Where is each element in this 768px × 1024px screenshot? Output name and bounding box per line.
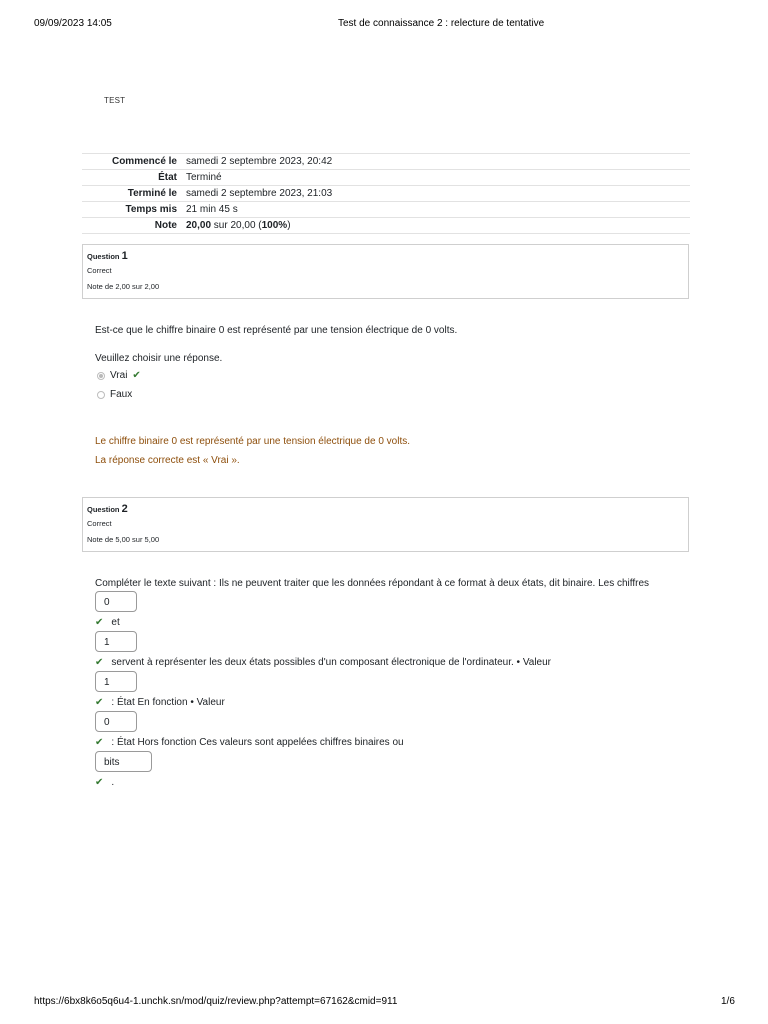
blank-5-continuation xyxy=(95,777,114,788)
grade-score: 20,00 xyxy=(186,220,212,231)
question-1-right-answer: La réponse correcte est « Vrai ». xyxy=(95,455,240,466)
blank-input-5[interactable]: bits xyxy=(95,751,152,772)
question-1-feedback: Le chiffre binaire 0 est représenté par une tension électrique de 0 volts. xyxy=(95,436,411,447)
print-datetime: 09/09/2023 14:05 xyxy=(34,18,112,29)
check-icon: ✔ xyxy=(95,737,104,748)
question-2-intro: Compléter le texte suivant : Ils ne peuvent traiter que les données répondant à ce format à deux états, dit binaire. Les chiffres xyxy=(95,578,650,589)
question-state: Correct xyxy=(87,519,112,528)
option-label: Faux xyxy=(110,389,133,400)
question-1-info xyxy=(82,244,689,299)
continuation-text: et xyxy=(111,617,120,628)
summary-value: samedi 2 septembre 2023, 20:42 xyxy=(186,154,690,170)
continuation-text: : État En fonction • Valeur xyxy=(111,697,225,708)
question-number-value: 2 xyxy=(121,503,128,515)
continuation-text: servent à représenter les deux états possibles d'un composant électronique de l'ordinateur. • Valeur xyxy=(111,657,552,668)
continuation-text: . xyxy=(111,777,115,788)
check-icon: ✔ xyxy=(95,697,104,708)
question-label: Question xyxy=(87,505,120,514)
radio-button-selected[interactable] xyxy=(97,372,105,380)
blank-1-continuation xyxy=(95,617,120,628)
blank-2-continuation xyxy=(95,657,551,668)
question-2-info xyxy=(82,497,689,552)
blank-input-1[interactable]: 0 xyxy=(95,591,137,612)
grade-close: ) xyxy=(287,220,291,231)
blank-4-continuation xyxy=(95,737,404,748)
grade-out-of: sur 20,00 ( xyxy=(211,220,262,231)
continuation-text: : État Hors fonction Ces valeurs sont appelées chiffres binaires ou xyxy=(111,737,404,748)
check-icon: ✔ xyxy=(132,370,141,381)
summary-row xyxy=(82,218,690,234)
question-1-prompt: Veuillez choisir une réponse. xyxy=(95,353,223,364)
question-grade: Note de 2,00 sur 2,00 xyxy=(87,282,160,291)
question-number xyxy=(87,503,128,515)
breadcrumb: TEST xyxy=(104,96,126,105)
radio-button[interactable] xyxy=(97,391,105,399)
grade-percent: 100% xyxy=(261,220,288,231)
question-number-value: 1 xyxy=(121,250,128,262)
summary-row xyxy=(82,186,690,202)
print-title: Test de connaissance 2 : relecture de tentative xyxy=(338,18,545,29)
summary-label: État xyxy=(82,170,186,186)
print-page-number: 1/6 xyxy=(721,996,735,1007)
question-number xyxy=(87,250,128,262)
summary-value: 21 min 45 s xyxy=(186,202,690,218)
summary-label: Note xyxy=(82,218,186,234)
summary-value: Terminé xyxy=(186,170,690,186)
question-1-text: Est-ce que le chiffre binaire 0 est représenté par une tension électrique de 0 volts. xyxy=(95,325,458,336)
question-label: Question xyxy=(87,252,120,261)
check-icon: ✔ xyxy=(95,657,104,668)
print-url: https://6bx8k6o5q6u4-1.unchk.sn/mod/quiz/review.php?attempt=67162&cmid=911 xyxy=(34,996,398,1007)
summary-row xyxy=(82,154,690,170)
summary-value: samedi 2 septembre 2023, 21:03 xyxy=(186,186,690,202)
answer-option-faux[interactable] xyxy=(97,389,132,400)
question-grade: Note de 5,00 sur 5,00 xyxy=(87,535,160,544)
blank-3-continuation xyxy=(95,697,225,708)
answer-option-vrai[interactable] xyxy=(97,370,141,381)
attempt-summary-table xyxy=(82,153,690,234)
question-state: Correct xyxy=(87,266,112,275)
blank-input-4[interactable]: 0 xyxy=(95,711,137,732)
check-icon: ✔ xyxy=(95,777,104,788)
summary-grade-value xyxy=(186,218,690,234)
check-icon: ✔ xyxy=(95,617,104,628)
summary-row xyxy=(82,170,690,186)
blank-input-3[interactable]: 1 xyxy=(95,671,137,692)
summary-row xyxy=(82,202,690,218)
option-label: Vrai xyxy=(110,370,128,381)
summary-label: Terminé le xyxy=(82,186,186,202)
summary-label: Temps mis xyxy=(82,202,186,218)
blank-input-2[interactable]: 1 xyxy=(95,631,137,652)
summary-label: Commencé le xyxy=(82,154,186,170)
